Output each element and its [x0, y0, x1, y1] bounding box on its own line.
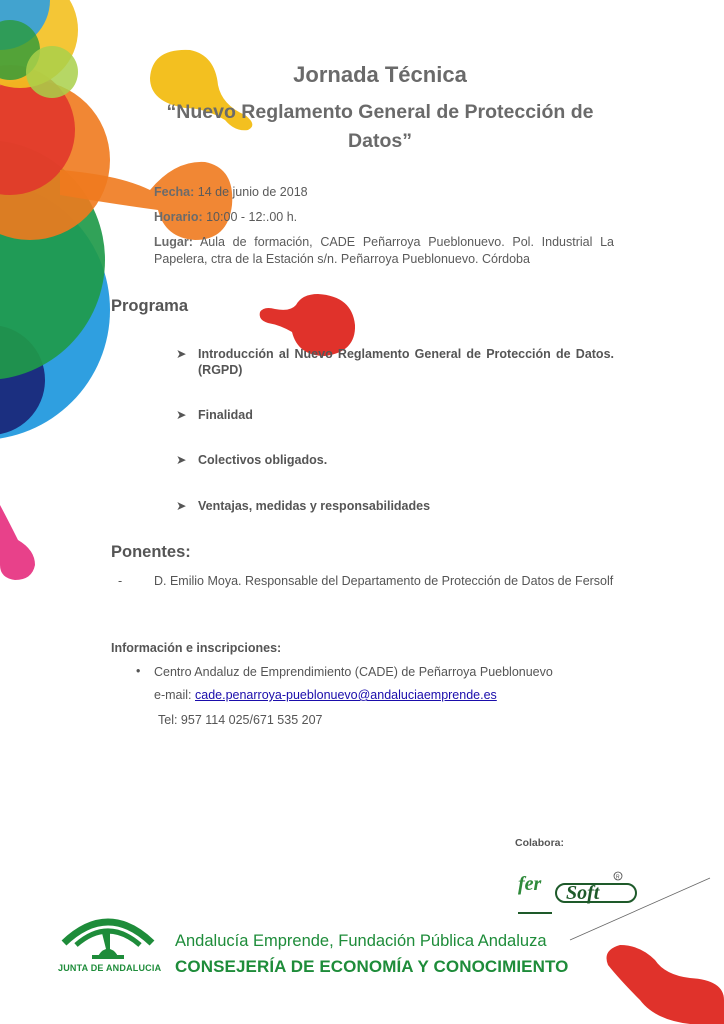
dash-bullet: -	[118, 574, 123, 588]
email-link[interactable]: cade.penarroya-pueblonuevo@andaluciaemprende.es	[195, 688, 497, 702]
svg-text:R: R	[616, 874, 620, 881]
bullet-dot-icon: •	[136, 664, 141, 678]
informacion-heading: Información e inscripciones:	[111, 641, 282, 655]
programa-item	[176, 498, 614, 514]
programa-item-text: Finalidad	[198, 408, 253, 422]
programa-heading: Programa	[111, 297, 189, 315]
ponente-text: D. Emilio Moya. Responsable del Departamento de Protección de Datos de Fersolf	[154, 574, 614, 588]
lugar-label: Lugar:	[154, 235, 193, 249]
document-title: Jornada Técnica	[293, 62, 467, 87]
horario-value: 10:00 - 12:.00 h.	[206, 210, 298, 224]
fecha-label: Fecha:	[154, 185, 195, 199]
document-subtitle: “Nuevo Reglamento General de Protección de Datos”	[166, 101, 594, 152]
programa-item	[176, 452, 614, 468]
arrow-bullet-icon: ➤	[176, 499, 187, 513]
footer-fundacion: Andalucía Emprende, Fundación Pública Andaluza	[175, 932, 547, 950]
footer-consejeria: CONSEJERÍA DE ECONOMÍA Y CONOCIMIENTO	[175, 957, 569, 976]
horario-label: Horario:	[154, 210, 203, 224]
ponentes-heading: Ponentes:	[111, 543, 191, 561]
email-line	[154, 688, 497, 702]
fecha-value: 14 de junio de 2018	[197, 185, 308, 199]
junta-text: JUNTA DE ANDALUCIA	[58, 963, 162, 973]
telefono: Tel: 957 114 025/671 535 207	[158, 713, 323, 727]
colabora-label: Colabora:	[515, 837, 565, 849]
lugar-line	[154, 234, 614, 268]
lugar-value: Aula de formación, CADE Peñarroya Pueblonuevo. Pol. Industrial La Papelera, ctra de la Estación s/n. Peñarroya Pueblonuevo. Córdoba	[154, 235, 615, 266]
programa-item	[176, 407, 614, 423]
svg-text:fer: fer	[518, 873, 542, 895]
fersoft-logo	[516, 866, 642, 918]
horario-line	[154, 209, 614, 226]
email-label: e-mail:	[154, 688, 192, 702]
fecha-line	[154, 184, 614, 201]
programa-item-text: Ventajas, medidas y responsabilidades	[198, 499, 431, 513]
programa-item	[176, 346, 614, 378]
arrow-bullet-icon: ➤	[176, 453, 187, 467]
arrow-bullet-icon: ➤	[176, 408, 187, 422]
programa-item-text: Colectivos obligados.	[198, 453, 328, 467]
svg-text:Soft: Soft	[566, 882, 600, 904]
programa-item-text: Introducción al Nuevo Reglamento General de Protección de Datos. (RGPD)	[198, 347, 614, 377]
ponente-item	[118, 573, 614, 590]
arrow-bullet-icon: ➤	[176, 347, 187, 361]
informacion-center: Centro Andaluz de Emprendimiento (CADE) de Peñarroya Pueblonuevo	[154, 665, 553, 679]
